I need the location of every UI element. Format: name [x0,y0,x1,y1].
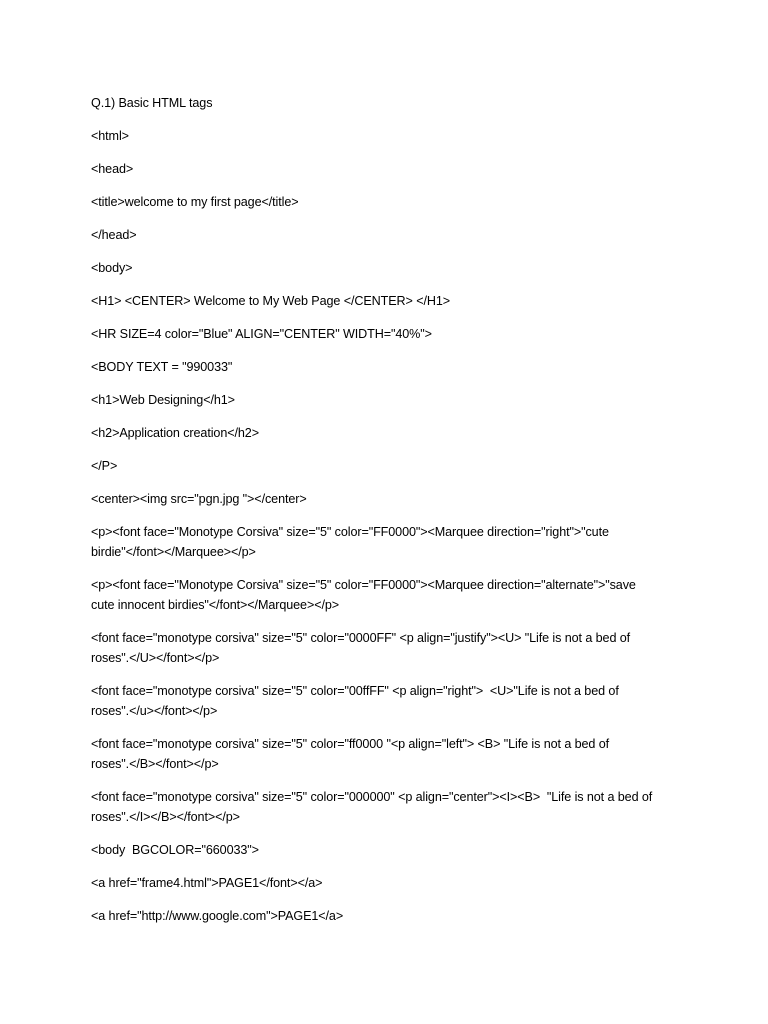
code-paragraph-line: birdie"</font></Marquee></p> [91,545,256,559]
code-line: <title>welcome to my first page</title> [91,195,299,209]
code-line: <center><img src="pgn.jpg "></center> [91,492,307,506]
code-line: <a href="http://www.google.com">PAGE1</a> [91,909,344,923]
code-line: </head> [91,228,137,242]
code-paragraph-line: <font face="monotype corsiva" size="5" color="00ffFF" <p align="right"> <U>"Life is not a bed of [91,684,619,698]
code-paragraph-line: roses".</U></font></p> [91,651,220,665]
code-line: <HR SIZE=4 color="Blue" ALIGN="CENTER" WIDTH="40%"> [91,327,432,341]
code-line: <H1> <CENTER> Welcome to My Web Page </CENTER> </H1> [91,294,451,308]
code-paragraph [91,681,691,721]
code-line: <body BGCOLOR="660033"> [91,843,259,857]
code-paragraph-line: roses".</u></font></p> [91,704,218,718]
code-paragraph [91,628,691,668]
code-line: <h2>Application creation</h2> [91,426,259,440]
code-paragraph [91,734,691,774]
code-line: </P> [91,459,118,473]
code-line: <head> [91,162,134,176]
code-paragraph-line: <font face="monotype corsiva" size="5" color="000000" <p align="center"><I><B> "Life is not a bed of [91,790,653,804]
code-paragraph-line: <p><font face="Monotype Corsiva" size="5" color="FF0000"><Marquee direction="alternate">"save [91,578,636,592]
code-paragraph [91,787,691,827]
code-line: <BODY TEXT = "990033" [91,360,233,374]
code-paragraph-line: roses".</B></font></p> [91,757,219,771]
document-body [91,93,691,939]
code-paragraph [91,522,691,562]
code-paragraph-line: roses".</I></B></font></p> [91,810,240,824]
document-heading: Q.1) Basic HTML tags [91,96,213,110]
code-line: <a href="frame4.html">PAGE1</font></a> [91,876,323,890]
code-paragraph-line: <font face="monotype corsiva" size="5" color="0000FF" <p align="justify"><U> "Life is not a bed of [91,631,631,645]
code-line: <h1>Web Designing</h1> [91,393,235,407]
code-paragraph [91,575,691,615]
code-paragraph-line: <p><font face="Monotype Corsiva" size="5" color="FF0000"><Marquee direction="right">"cute [91,525,609,539]
code-line: <html> [91,129,129,143]
code-paragraph-line: <font face="monotype corsiva" size="5" color="ff0000 "<p align="left"> <B> "Life is not a bed of [91,737,610,751]
code-line: <body> [91,261,133,275]
code-paragraph-line: cute innocent birdies"</font></Marquee></p> [91,598,340,612]
